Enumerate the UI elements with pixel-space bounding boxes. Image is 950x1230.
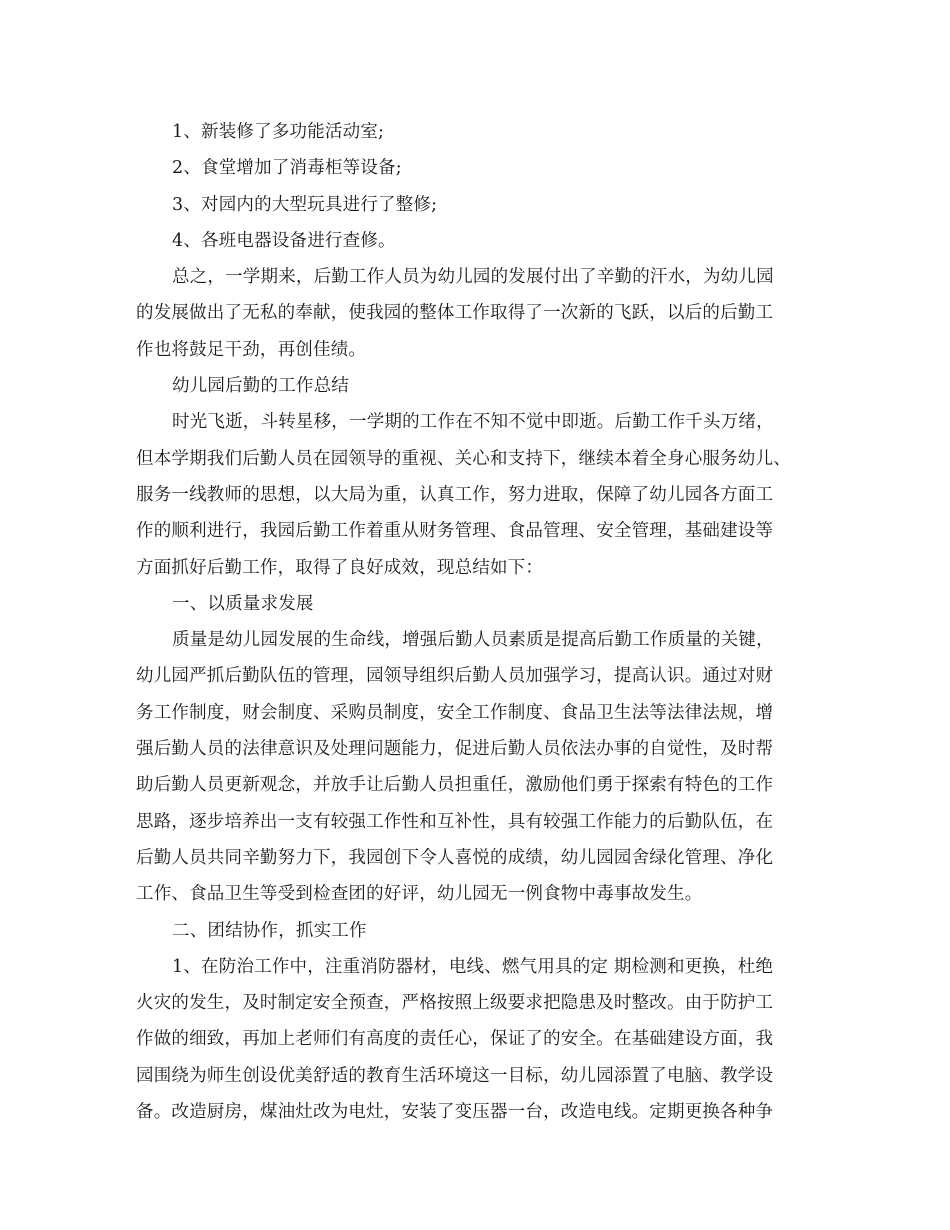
- paragraph-line: 后勤人员共同辛勤努力下，我园创下令人喜悦的成绩，幼儿园园舍绿化管理、净化: [136, 847, 774, 868]
- paragraph-line: 作也将鼓足干劲，再创佳绩。: [136, 339, 367, 360]
- list-item: 1、新装修了多功能活动室;: [172, 122, 385, 142]
- document-body: [136, 114, 816, 1130]
- paragraph-line: 助后勤人员更新观念，并放手让后勤人员担重任，激励他们勇于探索有特色的工作: [136, 775, 774, 796]
- paragraph-line: 作做的细致，再加上老师们有高度的责任心，保证了的安全。在基础建设方面，我: [136, 1029, 774, 1050]
- paragraph-line: 但本学期我们后勤人员在园领导的重视、关心和支持下，继续本着全身心服务幼儿、: [136, 448, 791, 469]
- paragraph-line: 思路，逐步培养出一支有较强工作性和互补性，具有较强工作能力的后勤队伍，在: [136, 811, 774, 832]
- paragraph-line: 幼儿园严抓后勤队伍的管理，园领导组织后勤人员加强学习，提高认识。通过对财: [136, 666, 774, 687]
- paragraph-line: 时光飞逝，斗转星移，一学期的工作在不知不觉中即逝。后勤工作千头万绪，: [172, 412, 774, 433]
- paragraph-line: 工作、食品卫生等受到检查团的好评，幼儿园无一例食物中毒事故发生。: [136, 884, 703, 905]
- paragraph-line: 火灾的发生，及时制定安全预查，严格按照上级要求把隐患及时整改。由于防护工: [136, 993, 774, 1014]
- paragraph-line: 作的顺利进行，我园后勤工作着重从财务管理、食品管理、安全管理，基础建设等: [136, 521, 774, 542]
- paragraph-line: 质量是幼儿园发展的生命线，增强后勤人员素质是提高后勤工作质量的关键，: [172, 630, 774, 651]
- section-heading: 二、团结协作，抓实工作: [172, 920, 367, 941]
- section-heading: 幼儿园后勤的工作总结: [172, 376, 349, 397]
- list-item: 3、对园内的大型玩具进行了整修;: [172, 194, 438, 215]
- list-item: 2、食堂增加了消毒柜等设备;: [172, 158, 402, 179]
- paragraph-line: 务工作制度，财会制度、采购员制度，安全工作制度、食品卫生法等法律法规，增: [136, 702, 774, 723]
- section-heading: 一、以质量求发展: [172, 593, 314, 614]
- paragraph-line: 园围绕为师生创设优美舒适的教育生活环境这一目标，幼儿园添置了电脑、教学设: [136, 1065, 774, 1086]
- paragraph-line: 方面抓好后勤工作，取得了良好成效，现总结如下：: [136, 557, 544, 578]
- list-item: 4、各班电器设备进行查修。: [172, 230, 396, 251]
- paragraph-line: 备。改造厨房，煤油灶改为电灶，安装了变压器一台，改造电线。定期更换各种争: [136, 1102, 774, 1123]
- paragraph-line: 的发展做出了无私的奉献，使我园的整体工作取得了一次新的飞跃，以后的后勤工: [136, 303, 774, 324]
- paragraph-line: 1、在防治工作中，注重消防器材，电线、燃气用具的定 期检测和更换，杜绝: [172, 956, 774, 977]
- paragraph-line: 强后勤人员的法律意识及处理问题能力，促进后勤人员依法办事的自觉性，及时帮: [136, 739, 774, 760]
- paragraph-line: 总之，一学期来，后勤工作人员为幼儿园的发展付出了辛勤的汗水，为幼儿园: [172, 267, 774, 288]
- paragraph-line: 服务一线教师的思想，以大局为重，认真工作，努力进取，保障了幼儿园各方面工: [136, 484, 774, 505]
